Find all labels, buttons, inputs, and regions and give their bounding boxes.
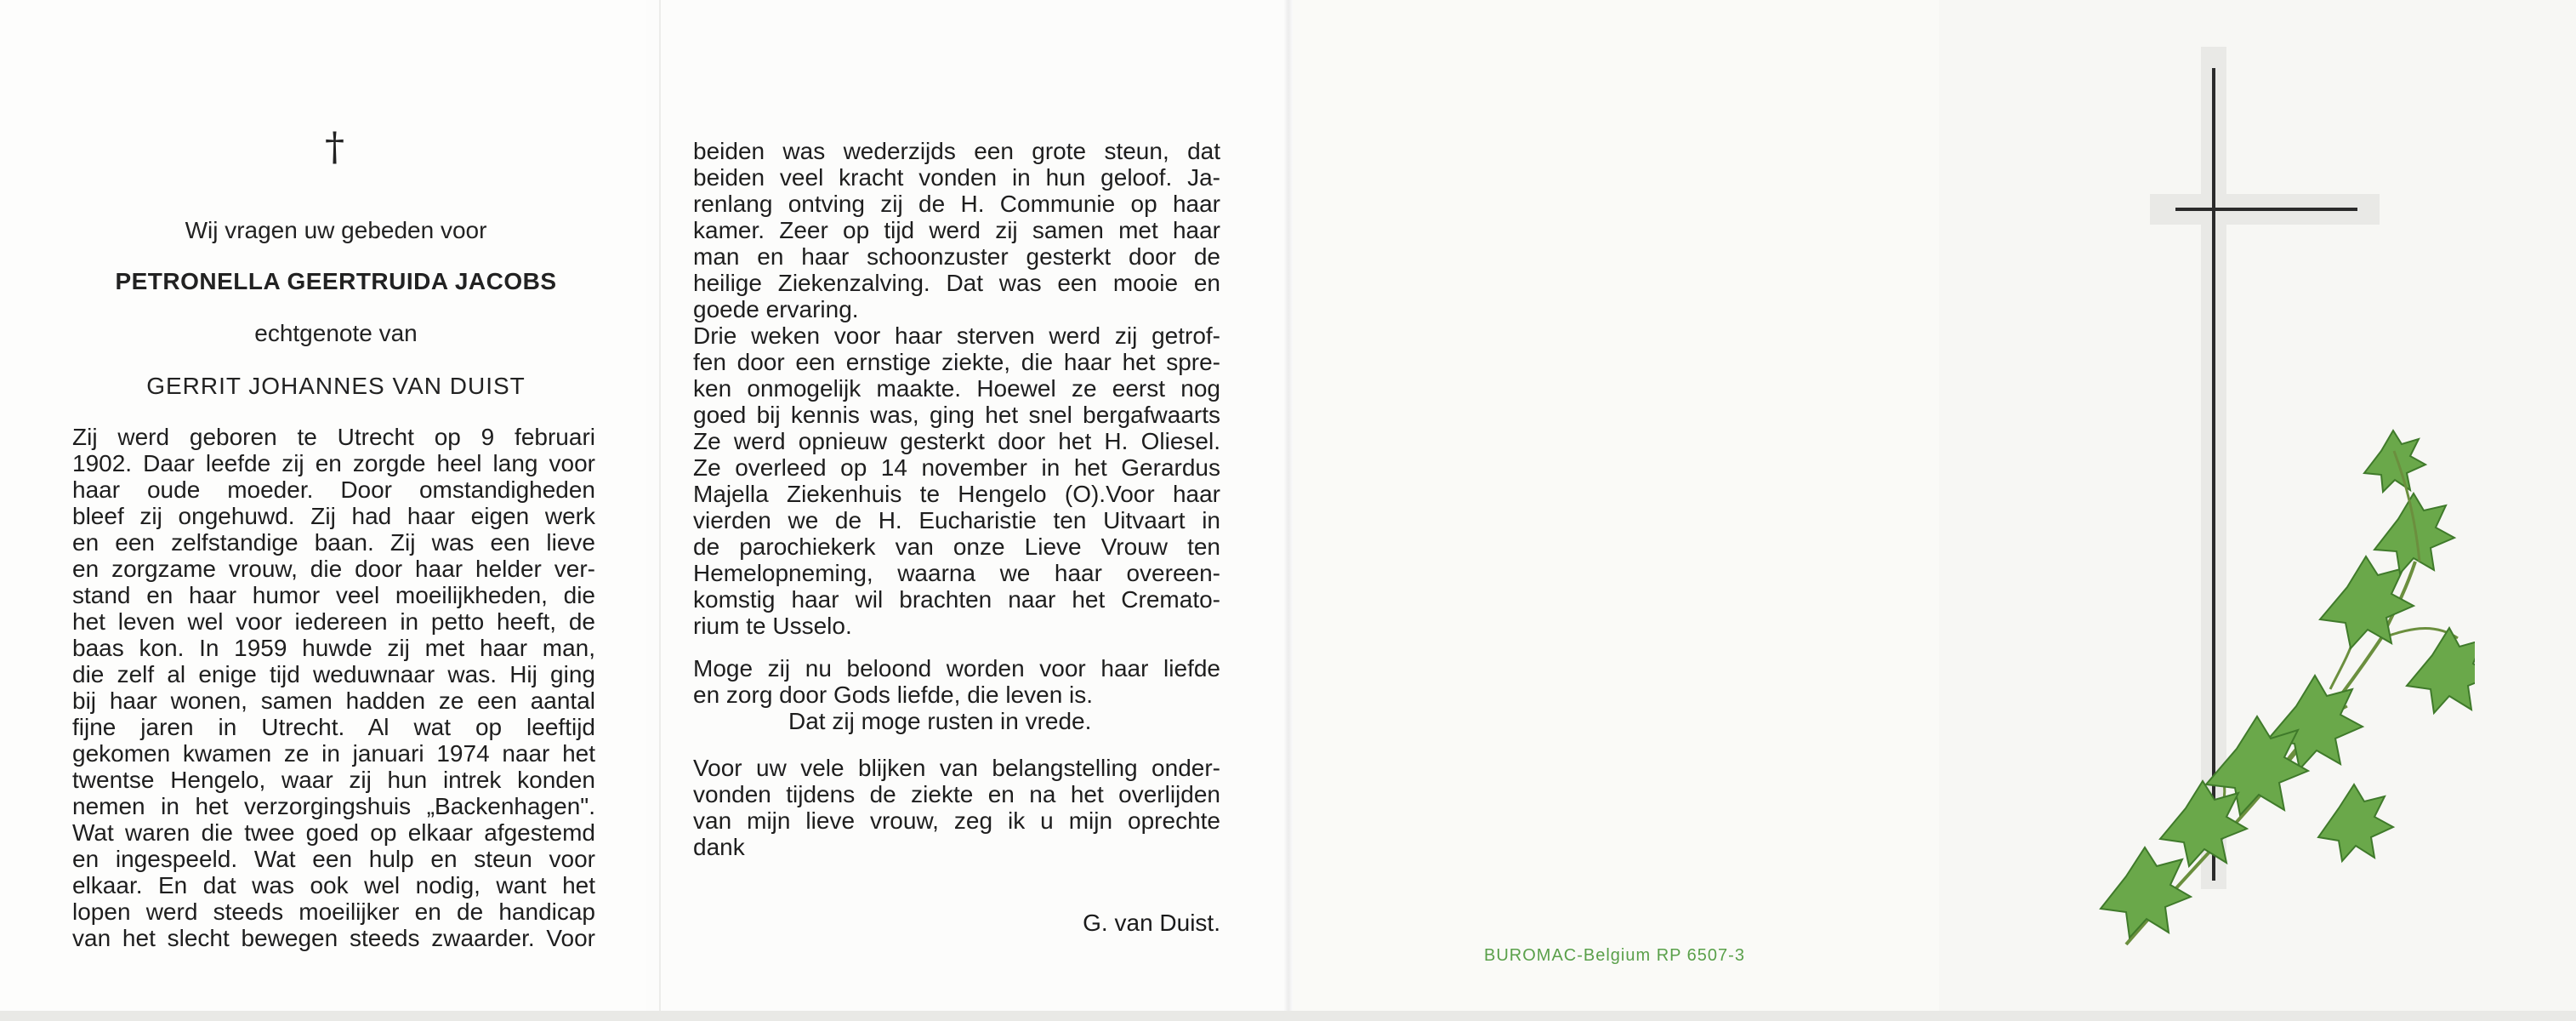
fold-line	[659, 0, 661, 1012]
text-line: lopen werd steeds moeilijker en de handicap	[72, 898, 595, 925]
text-line: en een zelfstandige baan. Zij was een lieve	[72, 529, 595, 556]
spouse-name: GERRIT JOHANNES VAN DUIST	[146, 373, 526, 399]
deceased-name: PETRONELLA GEERTRUIDA JACOBS	[115, 268, 557, 294]
text-line: en zorg door Gods liefde, die leven is.	[693, 682, 1094, 708]
text-line: goede ervaring.	[693, 296, 859, 322]
text-line: man en haar schoonzuster gesterkt door de	[693, 243, 1220, 270]
text-line: heilige Ziekenzalving. Dat was een mooie en	[693, 270, 1220, 296]
text-line: Moge zij nu beloond worden voor haar liefde	[693, 655, 1220, 682]
text-line: goed bij kennis was, ging het snel bergafwaarts	[693, 402, 1220, 428]
text-line: Ze werd opnieuw gesterkt door het H. Oliesel.	[693, 428, 1220, 454]
text-line: beiden veel kracht vonden in hun geloof. Ja-	[693, 164, 1220, 191]
text-line: Wat waren die twee goed op elkaar afgestemd	[72, 819, 595, 846]
ivy-icon	[2101, 431, 2475, 944]
text-line: elkaar. En dat was ook wel nodig, want het	[72, 872, 595, 898]
text-line: Voor uw vele blijken van belangstelling onder-	[693, 755, 1220, 781]
text-line: nemen in het verzorgingshuis „Backenhagen".	[72, 793, 595, 819]
text-line: die zelf al enige tijd weduwnaar was. Hij ging	[72, 661, 595, 687]
text-line: Ze overleed op 14 november in het Gerardus	[693, 454, 1220, 481]
scan-edge	[0, 1011, 2576, 1021]
text-line: rium te Usselo.	[693, 613, 852, 639]
panel-back	[1293, 0, 1939, 1012]
text-line: fen door een ernstige ziekte, die haar het spre-	[693, 349, 1220, 375]
text-line: stand en haar humor veel moeilijkheden, die	[72, 582, 595, 608]
scan-gutter	[1284, 0, 1293, 1021]
text-line: vierden we de H. Eucharistie ten Uitvaart in	[693, 507, 1220, 533]
text-line: vonden tijdens de ziekte en na het overlijden	[693, 781, 1220, 807]
text-line: 1902. Daar leefde zij en zorgde heel lang voor	[72, 450, 595, 476]
biography-column-1	[72, 424, 595, 951]
text-line: van mijn lieve vrouw, zeg ik u mijn oprechte	[693, 807, 1220, 834]
text-line: en zorgzame vrouw, die door haar helder ver-	[72, 556, 595, 582]
text-line: ken onmogelijk maakte. Hoewel ze eerst nog	[693, 375, 1220, 402]
text-line: bleef zij ongehuwd. Zij had haar eigen werk	[72, 503, 595, 529]
text-line: twentse Hengelo, waar zij hun intrek konden	[72, 767, 595, 793]
text-line: Drie weken voor haar sterven werd zij getrof-	[693, 322, 1220, 349]
cross-ivy-artwork	[2075, 43, 2475, 978]
relation-label: echtgenote van	[254, 320, 418, 346]
text-line: haar oude moeder. Door omstandigheden	[72, 476, 595, 503]
text-line: bij haar wonen, samen hadden ze een aantal	[72, 687, 595, 714]
text-line: baas kon. In 1959 huwde zij met haar man,	[72, 635, 595, 661]
prayer-request: Wij vragen uw gebeden voor	[185, 217, 487, 243]
signature: G. van Duist.	[1083, 910, 1220, 936]
text-line: gekomen kwamen ze in januari 1974 naar het	[72, 740, 595, 767]
text-line: van het slecht bewegen steeds zwaarder. Voor	[72, 925, 595, 951]
text-line: dank	[693, 834, 745, 860]
text-line: de parochiekerk van onze Lieve Vrouw ten	[693, 533, 1220, 560]
biography-column-2	[693, 138, 1220, 639]
text-line: en ingespeeld. Wat een hulp en steun voor	[72, 846, 595, 872]
text-line: komstig haar wil brachten naar het Cremato-	[693, 586, 1220, 613]
text-line: het leven wel voor iedereen in petto heeft, de	[72, 608, 595, 635]
text-line: Majella Ziekenhuis te Hengelo (O).Voor haar	[693, 481, 1220, 507]
thanks-block	[693, 755, 1220, 860]
text-line: Zij werd geboren te Utrecht op 9 februari	[72, 424, 595, 450]
text-line: kamer. Zeer op tijd werd zij samen met haar	[693, 217, 1220, 243]
dagger-symbol: †	[325, 123, 344, 169]
printer-mark: BUROMAC-Belgium RP 6507-3	[1484, 946, 1745, 965]
text-line: Hemelopneming, waarna we haar overeen-	[693, 560, 1220, 586]
text-line: fijne jaren in Utrecht. Al wat op leeftijd	[72, 714, 595, 740]
text-line: beiden was wederzijds een grote steun, dat	[693, 138, 1220, 164]
prayer-block	[693, 655, 1220, 734]
text-line: renlang ontving zij de H. Communie op haar	[693, 191, 1220, 217]
text-line: Dat zij moge rusten in vrede.	[788, 708, 1092, 734]
